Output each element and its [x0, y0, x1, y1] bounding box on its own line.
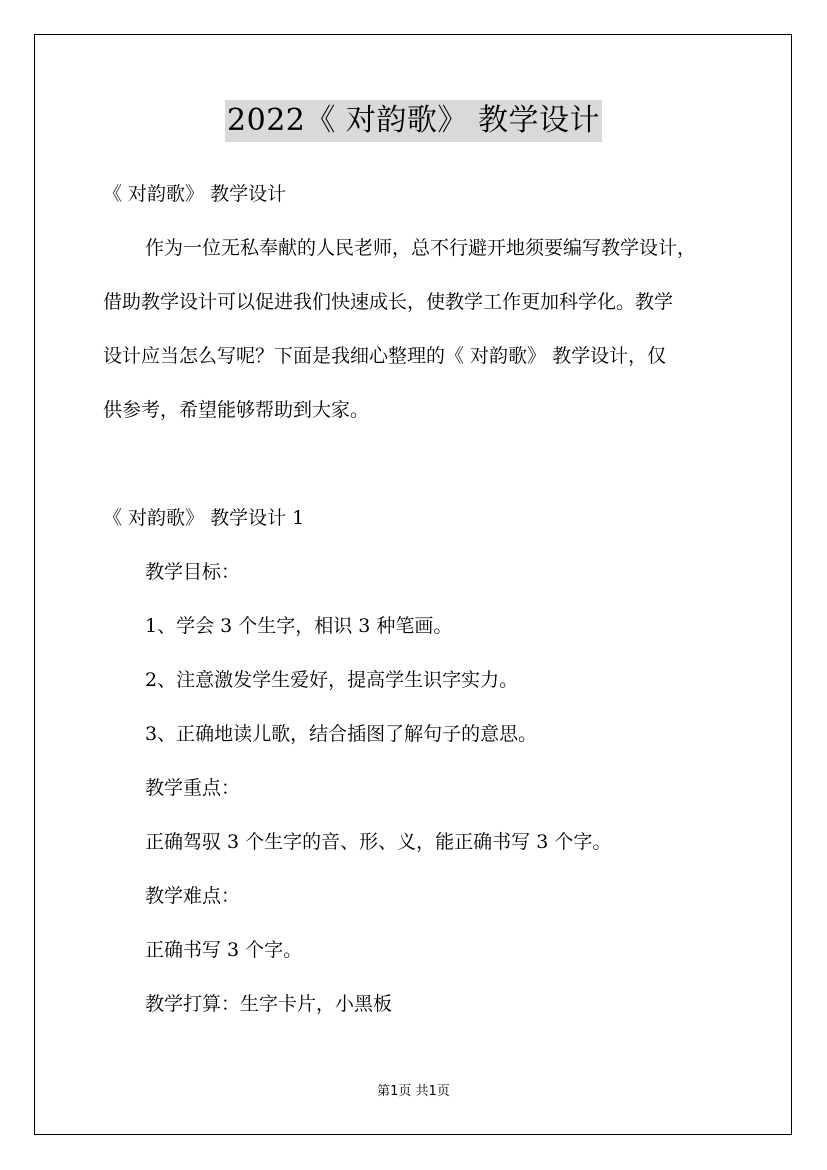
content-line-teaching-goals: 教学目标：: [145, 561, 241, 583]
content-line-difficulties-detail: 正确书写 3 个字。: [145, 939, 303, 961]
page-footer: 第1页 共1页: [377, 1084, 450, 1099]
content-line-goal-1: 1、学会 3 个生字，相识 3 种笔画。: [145, 615, 453, 637]
title-wrap: [0, 100, 827, 142]
document-title: 2022《 对韵歌》 教学设计: [225, 100, 602, 142]
intro-line-4: 供参考，希望能够帮助到大家。: [103, 399, 370, 421]
intro-line-2: 借助教学设计可以促进我们快速成长，使教学工作更加科学化。教学: [103, 291, 674, 313]
intro-line-1: 作为一位无私奉献的人民老师，总不行避开地须要编写教学设计，: [145, 237, 697, 259]
content-line-difficulties: 教学难点：: [145, 885, 241, 907]
content-line-goal-2: 2、注意激发学生爱好，提高学生识字实力。: [145, 669, 519, 691]
content-line-key-points-detail: 正确驾驭 3 个生字的音、形、义，能正确书写 3 个字。: [145, 831, 612, 853]
content-line-preparation: 教学打算：生字卡片，小黑板: [145, 993, 393, 1015]
section-heading: 《 对韵歌》 教学设计 1: [103, 507, 305, 529]
content-line-goal-3: 3、正确地读儿歌，结合插图了解句子的意思。: [145, 723, 538, 745]
document-subtitle: 《 对韵歌》 教学设计: [103, 183, 287, 205]
intro-line-3: 设计应当怎么写呢？下面是我细心整理的《 对韵歌》 教学设计，仅: [103, 345, 667, 367]
content-line-key-points: 教学重点：: [145, 777, 241, 799]
